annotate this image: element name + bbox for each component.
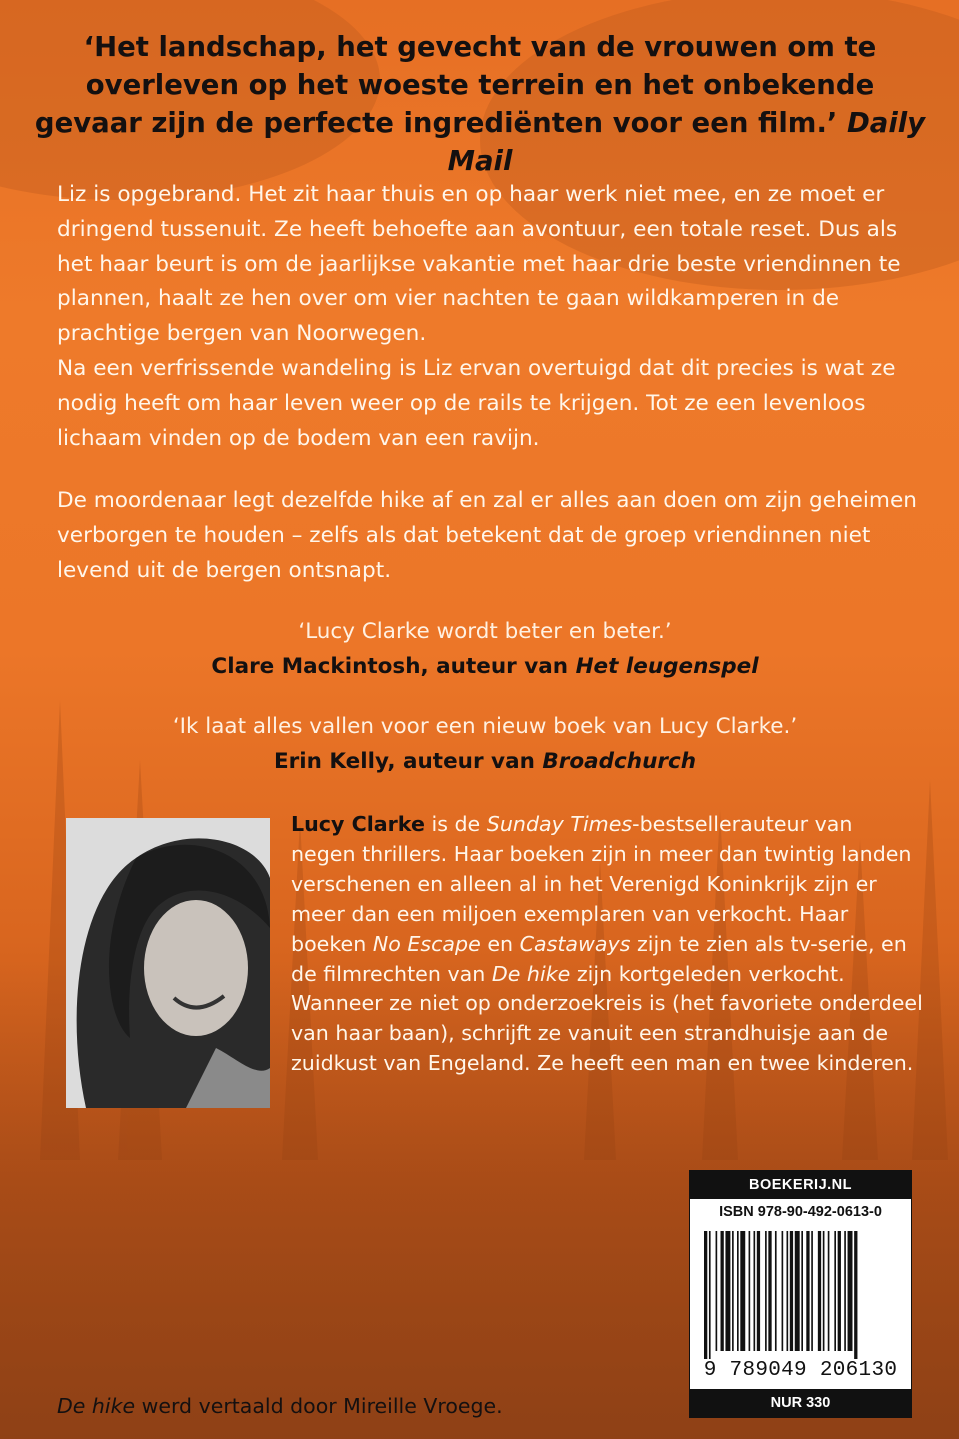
translator-credit: [57, 1394, 503, 1418]
barcode-bar: [806, 1231, 809, 1351]
barcode-bar: [740, 1231, 745, 1351]
author-bio: [291, 810, 923, 1079]
bio-text-5: zijn kortgeleden verkocht. Wanneer ze niet op onderzoekreis is (het favoriete onderdeel van haar baan), schrijft ze vanuit een strandhuisje aan de zuidkust van Engeland. Ze heeft een man en twee kinderen.: [291, 961, 923, 1076]
author-portrait-image: [66, 818, 270, 1108]
translator-book-title: De hike: [57, 1394, 136, 1418]
blurb-paragraph-1: Liz is opgebrand. Het zit haar thuis en op haar werk niet mee, en ze moet er dringend tussenuit. Ze heeft behoefte aan avontuur, een totale reset. Dus als het haar beurt is om de jaarlijkse vakantie met haar drie beste vriendinnen te plannen, haalt ze hen over om vier nachten te gaan wildkamperen in de prachtige bergen van Noorwegen.: [57, 182, 901, 347]
nur-code: NUR 330: [690, 1389, 911, 1417]
barcode-graphic: [704, 1231, 897, 1359]
isbn-number: ISBN 978-90-492-0613-0: [719, 1204, 882, 1220]
bio-text-3: en: [480, 931, 520, 956]
review-2-book-title: Broadchurch: [542, 749, 697, 774]
review-1-author: Clare Mackintosh, auteur van: [211, 654, 576, 679]
review-1-quote-text: ‘Lucy Clarke wordt beter en beter.’: [298, 619, 672, 644]
barcode-bar: [765, 1231, 767, 1351]
barcode-bar: [811, 1231, 813, 1351]
review-1-book-title: Het leugenspel: [575, 654, 759, 679]
bio-text-4: zijn te zien als tv-serie, en de filmrechten van: [291, 931, 907, 986]
barcode-bar: [737, 1231, 739, 1351]
pull-quote-text: ‘Het landschap, het gevecht van de vrouwen om te overleven op het woeste terrein en het onbekende gevaar zijn de perfecte ingrediënten voor een film.’: [34, 31, 877, 139]
barcode-bar: [721, 1231, 724, 1351]
barcode-bar: [828, 1231, 830, 1351]
bio-newspaper: Sunday Times: [486, 812, 633, 836]
barcode-bar: [838, 1231, 841, 1351]
barcode-bar: [709, 1231, 711, 1359]
author-photo: [66, 818, 270, 1108]
review-2-attribution: [60, 744, 910, 779]
barcode-bar: [704, 1231, 707, 1359]
translator-text: werd vertaald door Mireille Vroege.: [135, 1394, 503, 1418]
blurb-paragraph-2: De moordenaar legt dezelfde hike af en zal er alles aan doen om zijn geheimen verborgen te houden – zelfs als dat betekent dat de groep vriendinnen niet levend uit de bergen ontsnapt.: [57, 488, 917, 583]
barcode-bar: [757, 1231, 760, 1351]
barcode-bar: [775, 1231, 777, 1351]
isbn-barcode-box: [689, 1170, 912, 1418]
barcode-bar: [725, 1231, 730, 1351]
review-2-author: Erin Kelly, auteur van: [273, 749, 543, 774]
bio-book-1: No Escape: [372, 931, 481, 956]
bio-text-1: is de: [424, 812, 487, 836]
barcode-bar: [844, 1231, 846, 1351]
barcode-bar: [716, 1231, 718, 1351]
review-1-attribution: [60, 649, 910, 684]
barcode-bar: [754, 1231, 756, 1351]
barcode-bar: [790, 1231, 793, 1351]
blurb-first-block: [57, 178, 917, 456]
barcode-bar: [732, 1231, 734, 1351]
bio-text-2: -bestsellerauteur van negen thrillers. Haar boeken zijn in meer dan twintig landen verschenen en alleen al in het Verenigd Koninkrijk zijn er meer dan een miljoen exemplaren van verkocht. Haar boeken: [291, 812, 912, 956]
barcode-bar: [818, 1231, 821, 1351]
barcode-bar: [854, 1231, 857, 1359]
publisher-url: BOEKERIJ.NL: [690, 1171, 911, 1199]
review-2-quote-text: ‘Ik laat alles vallen voor een nieuw boek van Lucy Clarke.’: [172, 714, 798, 739]
barcode-bar: [768, 1231, 771, 1351]
barcode-bar: [795, 1231, 800, 1351]
blurb-paragraph-1b: Na een verfrissende wandeling is Liz ervan overtuigd dat dit precies is wat ze nodig heeft om haar leven weer op de rails te krijgen. Tot ze een levenloos lichaam vinden op de bodem van een ravijn.: [57, 355, 896, 451]
barcode-bar: [834, 1231, 836, 1351]
pull-quote-source: Daily Mail: [447, 107, 926, 177]
review-quote-1: [60, 614, 910, 684]
bio-book-2: Castaways: [519, 931, 631, 956]
ean-digits: 9 789049 206130: [703, 1359, 898, 1382]
barcode-bar: [801, 1231, 803, 1351]
review-quote-2: [60, 709, 910, 779]
bio-author-name: Lucy Clarke: [291, 812, 425, 836]
top-pull-quote: [30, 28, 930, 180]
barcode-bar: [782, 1231, 784, 1351]
barcode-bar: [823, 1231, 825, 1351]
blurb-second-block: [57, 484, 917, 588]
barcode-bar: [848, 1231, 853, 1351]
barcode-bar: [749, 1231, 751, 1351]
barcode-bar: [787, 1231, 789, 1351]
bio-book-3: De hike: [491, 961, 571, 986]
